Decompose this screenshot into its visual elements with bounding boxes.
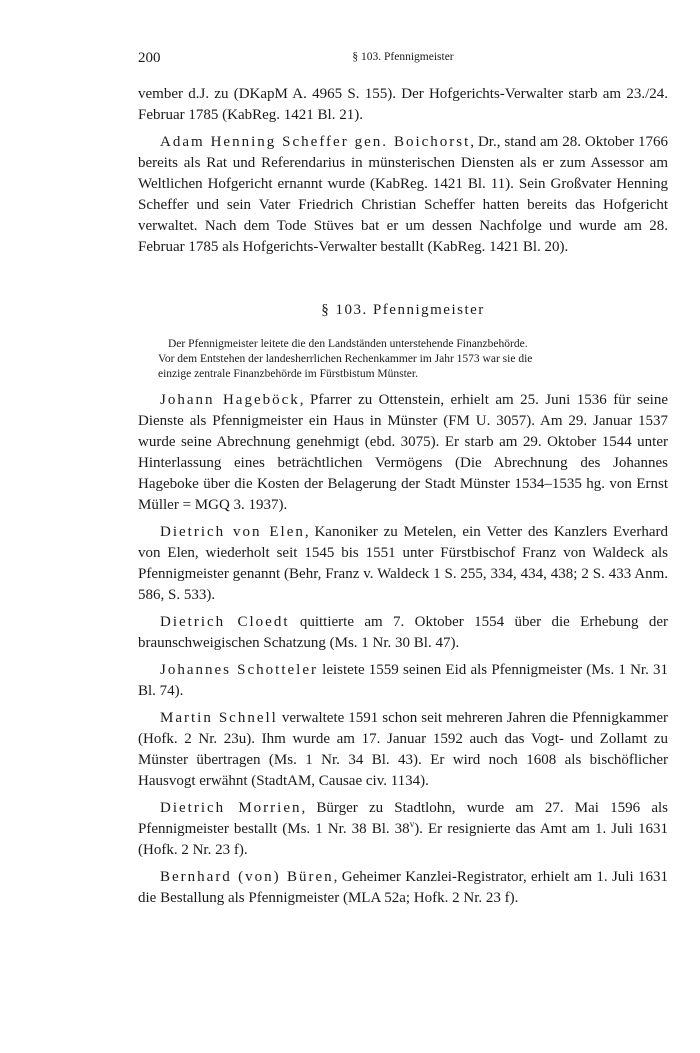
entry-bueren [138,867,668,909]
person-name: Martin Schnell [160,710,278,726]
entry-elen [138,522,668,606]
entry-morrien [138,798,668,861]
entry-schotteler [138,660,668,702]
entry-text: quittierte am 7. Oktober 1554 über die Erhebung der braunschweigischen Schatzung (Ms. 1 Nr. 30 Bl. 47). [138,614,668,651]
entry-cloedt [138,612,668,654]
paragraph-continuation: vember d.J. zu (DKapM A. 4965 S. 155). Der Hofgerichts-Verwalter starb am 23./24. Februar 1785 (KabReg. 1421 Bl. 21). [138,86,668,123]
page-header [138,50,668,70]
entry-text-continued: ). Er resignierte das Amt am 1. Juli 1631 (Hofk. 2 Nr. 23 f). [138,821,668,858]
intro-line: Vor dem Entstehen der landesherrlichen Rechenkammer im Jahr 1573 war sie die [158,353,533,365]
section-heading: § 103. Pfennigmeister [321,302,485,318]
body-text [138,84,668,909]
person-name: Johann Hageböck [160,392,300,408]
person-name: Dietrich von Elen [160,524,305,540]
entry-schnell [138,708,668,792]
intro-line: einzige zentrale Finanzbehörde im Fürstbistum Münster. [158,368,418,380]
entry-text: leistete 1559 seinen Eid als Pfennigmeister (Ms. 1 Nr. 31 Bl. 74). [138,662,668,699]
person-name: Adam Henning Scheffer gen. Boichorst [160,134,471,150]
person-name: Dietrich Cloedt [160,614,290,630]
entry-hageboeck [138,390,668,516]
person-name: Dietrich Morrien [160,800,302,816]
person-name: Johannes Schotteler [160,662,318,678]
intro-line: Der Pfennigmeister leitete die den Landständen unterstehende Finanzbehörde. [168,338,528,350]
entry-text: , Pfarrer zu Ottenstein, erhielt am 25. Juni 1536 für seine Dienste als Pfennigmeister ein Haus in Münster (FM U. 3057). Am 29. Januar 1537 wurde seine Abrechnung genehmigt (ebd. 3075). Er starb am 29. Oktober 1544 unter Hinterlassung eines beträchtlichen Vermögens (Die Abrechnung des Johannes Hageboke über die Kosten der Belagerung der Stadt Münster 1534–1535 hg. von Ernst Müller = MGQ 3. 1937). [138,392,668,513]
entry-text: verwaltete 1591 schon seit mehreren Jahren die Pfennigkammer (Hofk. 2 Nr. 23u). Ihm wurde am 17. Januar 1592 auch das Vogt- und Zollamt zu Münster übertragen (Ms. 1 Nr. 34 Bl. 43). Er wird noch 1608 als bischöflicher Hausvogt erwähnt (StadtAM, Causae civ. 1134). [138,710,668,789]
paragraph-scheffer [138,132,668,258]
entry-text: , Bürger zu Stadtlohn, wurde am 27. Mai 1596 als Pfennigmeister bestallt (Ms. 1 Nr. 38 Bl. 38 [138,800,668,837]
book-page [138,50,668,915]
person-name: Bernhard (von) Büren [160,869,334,885]
section-intro-note [158,337,666,382]
page-number: 200 [138,50,161,66]
superscript-verso: v [409,819,415,829]
running-head: § 103. Pfennigmeister [352,51,454,63]
entry-text: , Geheimer Kanzlei-Registrator, erhielt am 1. Juli 1631 die Bestallung als Pfennigmeister (MLA 52a; Hofk. 2 Nr. 23 f). [138,869,668,906]
entry-text: , Kanoniker zu Metelen, ein Vetter des Kanzlers Everhard von Elen, wiederholt seit 1545 bis 1551 unter Fürstbischof Franz von Waldeck als Pfennigmeister genannt (Behr, Franz v. Waldeck 1 S. 255, 334, 434, 438; 2 S. 433 Anm. 586, S. 533). [138,524,668,603]
paragraph-text: , Dr., stand am 28. Oktober 1766 bereits als Rat und Referendarius in münsterischen Diensten als er zum Assessor am Weltlichen Hofgericht ernannt wurde (KabReg. 1421 Bl. 11). Sein Großvater Henning Scheffer und sein Vater Friedrich Christian Scheffer hatten bereits das Hofgericht verwaltet. Nach dem Tode Stüves bat er um dessen Nachfolge und wurde am 28. Februar 1785 als Hofgerichts-Verwalter bestallt (KabReg. 1421 Bl. 20). [138,134,668,255]
